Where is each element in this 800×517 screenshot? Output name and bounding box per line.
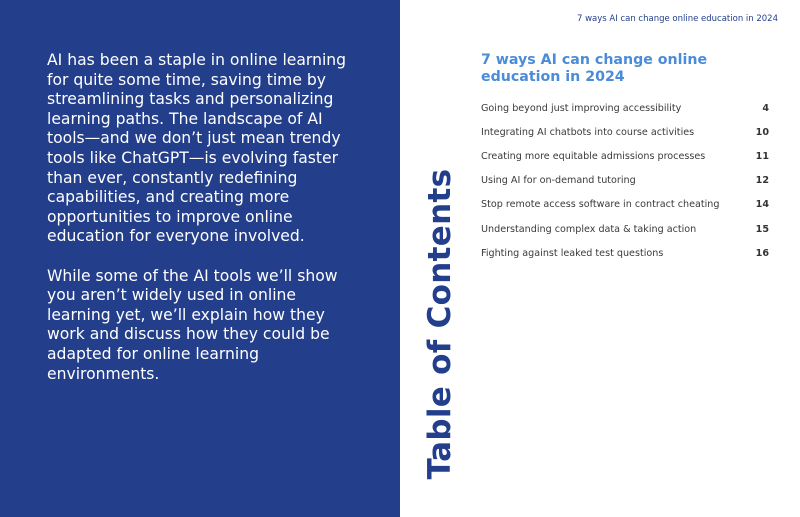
toc-item-label: Fighting against leaked test questions xyxy=(481,247,664,259)
toc-item-label: Understanding complex data & taking action xyxy=(481,223,697,235)
toc-item-label: Going beyond just improving accessibility xyxy=(481,102,682,114)
toc-item-label: Stop remote access software in contract cheating xyxy=(481,199,720,211)
toc-panel xyxy=(400,0,800,517)
toc-item-page: 10 xyxy=(755,126,769,138)
toc-item[interactable] xyxy=(481,144,769,168)
toc-item[interactable] xyxy=(481,120,769,144)
toc-item-label: Using AI for on-demand tutoring xyxy=(481,175,636,187)
toc-item-label: Creating more equitable admissions processes xyxy=(481,150,706,162)
section-title-container xyxy=(418,170,462,478)
toc-heading: 7 ways AI can change online education in 2024 xyxy=(481,52,708,85)
toc-item[interactable] xyxy=(481,96,769,120)
toc-item-page: 4 xyxy=(762,102,769,114)
toc-item[interactable] xyxy=(481,169,769,193)
toc-item-page: 16 xyxy=(755,247,769,259)
toc-item[interactable] xyxy=(481,193,769,217)
running-header: 7 ways AI can change online education in 2024 xyxy=(577,14,778,24)
toc-item-page: 15 xyxy=(755,223,769,235)
toc-item-page: 11 xyxy=(755,150,769,162)
toc-item-label: Integrating AI chatbots into course activities xyxy=(481,126,695,138)
intro-paragraph-1: AI has been a staple in online learning for quite some time, saving time by streamlining tasks and personalizing learning paths. The landscape of AI tools—and we don’t just mean trendy tools like ChatGPT—is evolving faster than ever, constantly redefining capabilities, and creating more opportunities to improve online education for everyone involved. xyxy=(47,51,347,246)
toc-item[interactable] xyxy=(481,241,769,265)
intro-text xyxy=(47,51,347,384)
toc-item[interactable] xyxy=(481,217,769,241)
toc-item-page: 14 xyxy=(755,199,769,211)
toc-item-page: 12 xyxy=(755,175,769,187)
section-title: Table of Contents xyxy=(422,168,458,480)
intro-paragraph-2: While some of the AI tools we’ll show you aren’t widely used in online learning yet, we’ll explain how they work and discuss how they could be adapted for online learning environments. xyxy=(47,266,338,383)
toc-list xyxy=(481,96,769,265)
